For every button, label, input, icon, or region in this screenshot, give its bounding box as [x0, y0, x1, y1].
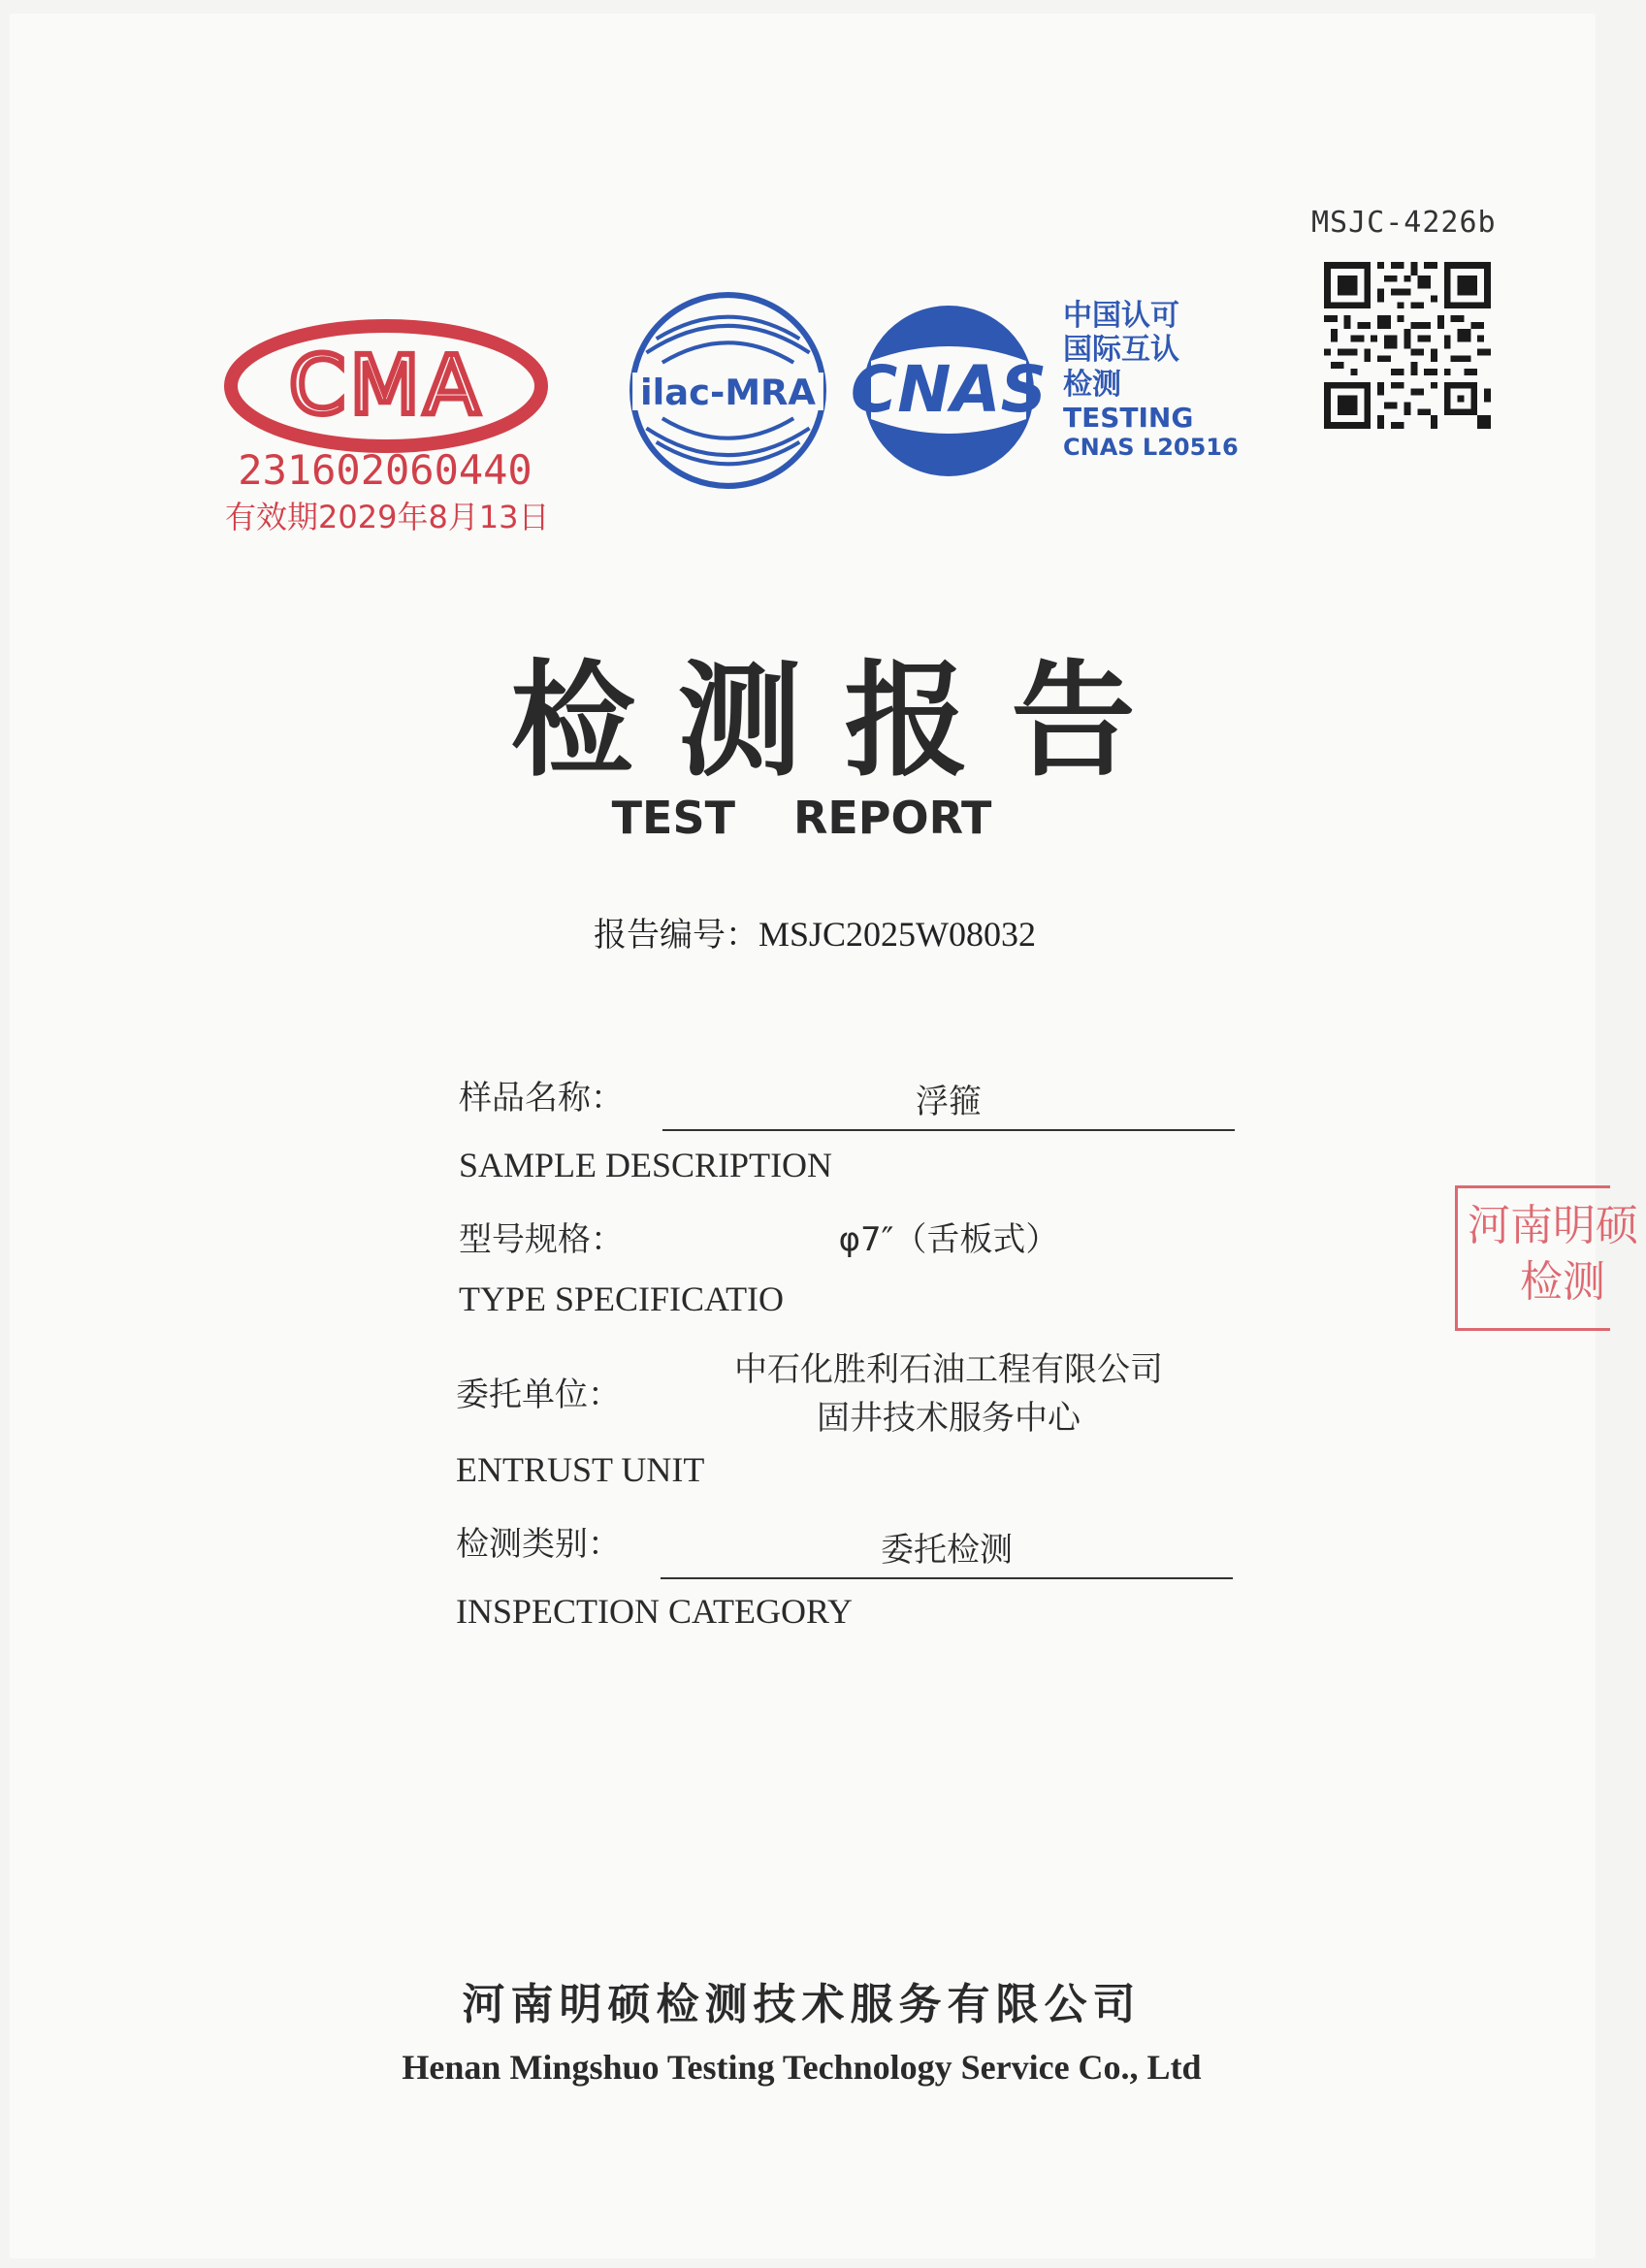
cnas-line-1: 中国认可 — [1063, 299, 1179, 333]
company-name-zh: 河南明硕检测技术服务有限公司 — [462, 1980, 1142, 2029]
client-label-en: ENTRUST UNIT — [456, 1450, 705, 1489]
stamp-line-2: 检测 — [1520, 1257, 1605, 1307]
report-number-label: 报告编号： — [594, 916, 758, 955]
report-title-zh: 检测报告 — [510, 648, 1178, 794]
cma-validity: 有效期2029年8月13日 — [225, 499, 550, 535]
client-label-zh: 委托单位： — [456, 1376, 621, 1414]
model-value: φ7″（舌板式） — [838, 1220, 1059, 1259]
cnas-logo — [832, 303, 1065, 479]
ilac-logo-text: ilac-MRA — [640, 371, 816, 413]
report-number-value: MSJC2025W08032 — [758, 915, 1037, 954]
stamp-line-1: 河南明硕 — [1468, 1201, 1638, 1250]
cnas-line-4: TESTING — [1063, 402, 1194, 435]
category-underline — [661, 1577, 1233, 1579]
cnas-line-2: 国际互认 — [1063, 333, 1179, 368]
report-title-en: TEST REPORT — [611, 792, 992, 844]
cma-number: 231602060440 — [238, 446, 533, 494]
model-label-en: TYPE SPECIFICATIO — [459, 1280, 785, 1318]
cnas-line-5: CNAS L20516 — [1063, 434, 1239, 462]
ilac-mra-logo — [629, 291, 827, 490]
client-value-line1: 中石化胜利石油工程有限公司 — [734, 1350, 1163, 1389]
category-label-zh: 检测类别： — [456, 1525, 621, 1564]
cma-logo-text: CMA — [288, 338, 484, 433]
sample-label-en: SAMPLE DESCRIPTION — [459, 1146, 833, 1184]
cnas-text-block — [1063, 299, 1239, 462]
sample-value: 浮箍 — [916, 1083, 982, 1121]
qr-code-icon — [1324, 262, 1491, 429]
report-number — [594, 908, 1036, 956]
cnas-logo-text: CNAS — [850, 352, 1048, 427]
company-stamp — [1455, 1185, 1638, 1331]
category-label-en: INSPECTION CATEGORY — [456, 1592, 854, 1631]
company-name-en: Henan Mingshuo Testing Technology Service Co., Ltd — [402, 2048, 1202, 2087]
sample-label-zh: 样品名称： — [459, 1079, 624, 1118]
model-label-zh: 型号规格： — [459, 1220, 624, 1259]
document-code: MSJC-4226b — [1311, 206, 1497, 240]
category-value: 委托检测 — [881, 1531, 1013, 1570]
sample-underline — [662, 1129, 1235, 1131]
client-value-line2: 固井技术服务中心 — [817, 1399, 1081, 1438]
cnas-line-3: 检测 — [1063, 367, 1121, 402]
